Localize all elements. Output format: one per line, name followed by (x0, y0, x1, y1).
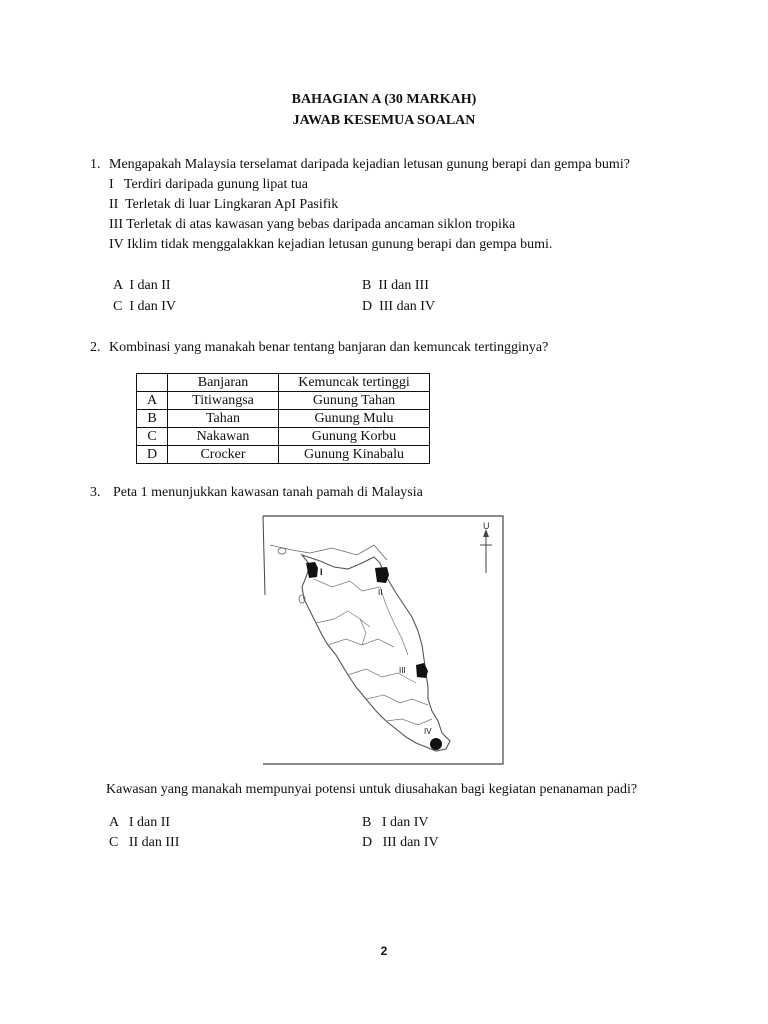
option-c[interactable]: C I dan IV (113, 299, 176, 314)
north-label: U (483, 521, 490, 531)
table-cell: Gunung Korbu (279, 428, 430, 446)
statement-i: I Terdiri daripada gunung lipat tua (109, 177, 308, 192)
statement-iv: IV Iklim tidak menggalakkan kejadian letusan gunung berapi dan gempa bumi. (109, 237, 553, 252)
area-iv-label: IV (424, 727, 432, 736)
table-cell: Gunung Kinabalu (279, 446, 430, 464)
north-arrow (480, 529, 492, 573)
table-header-cell (137, 374, 168, 392)
option-a[interactable]: A I dan II (109, 815, 171, 830)
area-i-label: I (320, 567, 323, 577)
option-c[interactable]: C II dan III (109, 835, 180, 850)
question-prompt: Kawasan yang manakah mempunyai potensi untuk diusahakan bagi kegiatan penanaman padi? (106, 782, 638, 797)
table-cell: C (137, 428, 168, 446)
area-ii-marker (375, 567, 389, 583)
table-cell: Gunung Tahan (279, 392, 430, 410)
langkawi-island (278, 548, 286, 554)
question-text: Peta 1 menunjukkan kawasan tanah pamah di Malaysia (113, 485, 423, 500)
table-header-cell: Banjaran (168, 374, 279, 392)
table-cell: Gunung Mulu (279, 410, 430, 428)
map-frame-left (263, 516, 265, 595)
area-iii-label: III (399, 666, 406, 675)
statement-ii: II Terletak di luar Lingkaran ApI Pasifik (109, 197, 339, 212)
option-b[interactable]: B I dan IV (362, 815, 429, 830)
statement-iii: III Terletak di atas kawasan yang bebas daripada ancaman siklon tropika (109, 217, 516, 232)
table-cell: Nakawan (168, 428, 279, 446)
question-number: 2. (90, 340, 101, 355)
option-d[interactable]: D III dan IV (362, 835, 439, 850)
table-row (137, 410, 430, 428)
option-d[interactable]: D III dan IV (362, 299, 436, 314)
table-cell: Titiwangsa (168, 392, 279, 410)
table-cell: B (137, 410, 168, 428)
section-instruction: JAWAB KESEMUA SOALAN (292, 113, 476, 128)
page-number: 2 (380, 944, 388, 958)
table-row (137, 428, 430, 446)
map-figure (262, 515, 504, 765)
option-a[interactable]: A I dan II (113, 278, 171, 293)
table-row (137, 446, 430, 464)
question-number: 1. (90, 157, 101, 172)
question-number: 3. (90, 485, 101, 500)
area-iv-marker (430, 738, 442, 750)
table-header-cell: Kemuncak tertinggi (279, 374, 430, 392)
section-title: BAHAGIAN A (30 MARKAH) (291, 92, 477, 107)
peninsular-malaysia-map (262, 515, 504, 765)
question-text: Mengapakah Malaysia terselamat daripada kejadian letusan gunung berapi dan gempa bumi? (109, 157, 630, 172)
area-iii-marker (416, 663, 428, 678)
table-header-row (137, 374, 430, 392)
answer-table (136, 373, 430, 464)
question-text: Kombinasi yang manakah benar tentang banjaran dan kemuncak tertingginya? (109, 340, 549, 355)
table-row (137, 392, 430, 410)
table-cell: Crocker (168, 446, 279, 464)
area-ii-label: II (378, 588, 383, 597)
table-cell: Tahan (168, 410, 279, 428)
thailand-border-line (270, 545, 387, 560)
option-b[interactable]: B II dan III (362, 278, 429, 293)
peninsula-outline (302, 555, 450, 751)
table-cell: A (137, 392, 168, 410)
table-cell: D (137, 446, 168, 464)
